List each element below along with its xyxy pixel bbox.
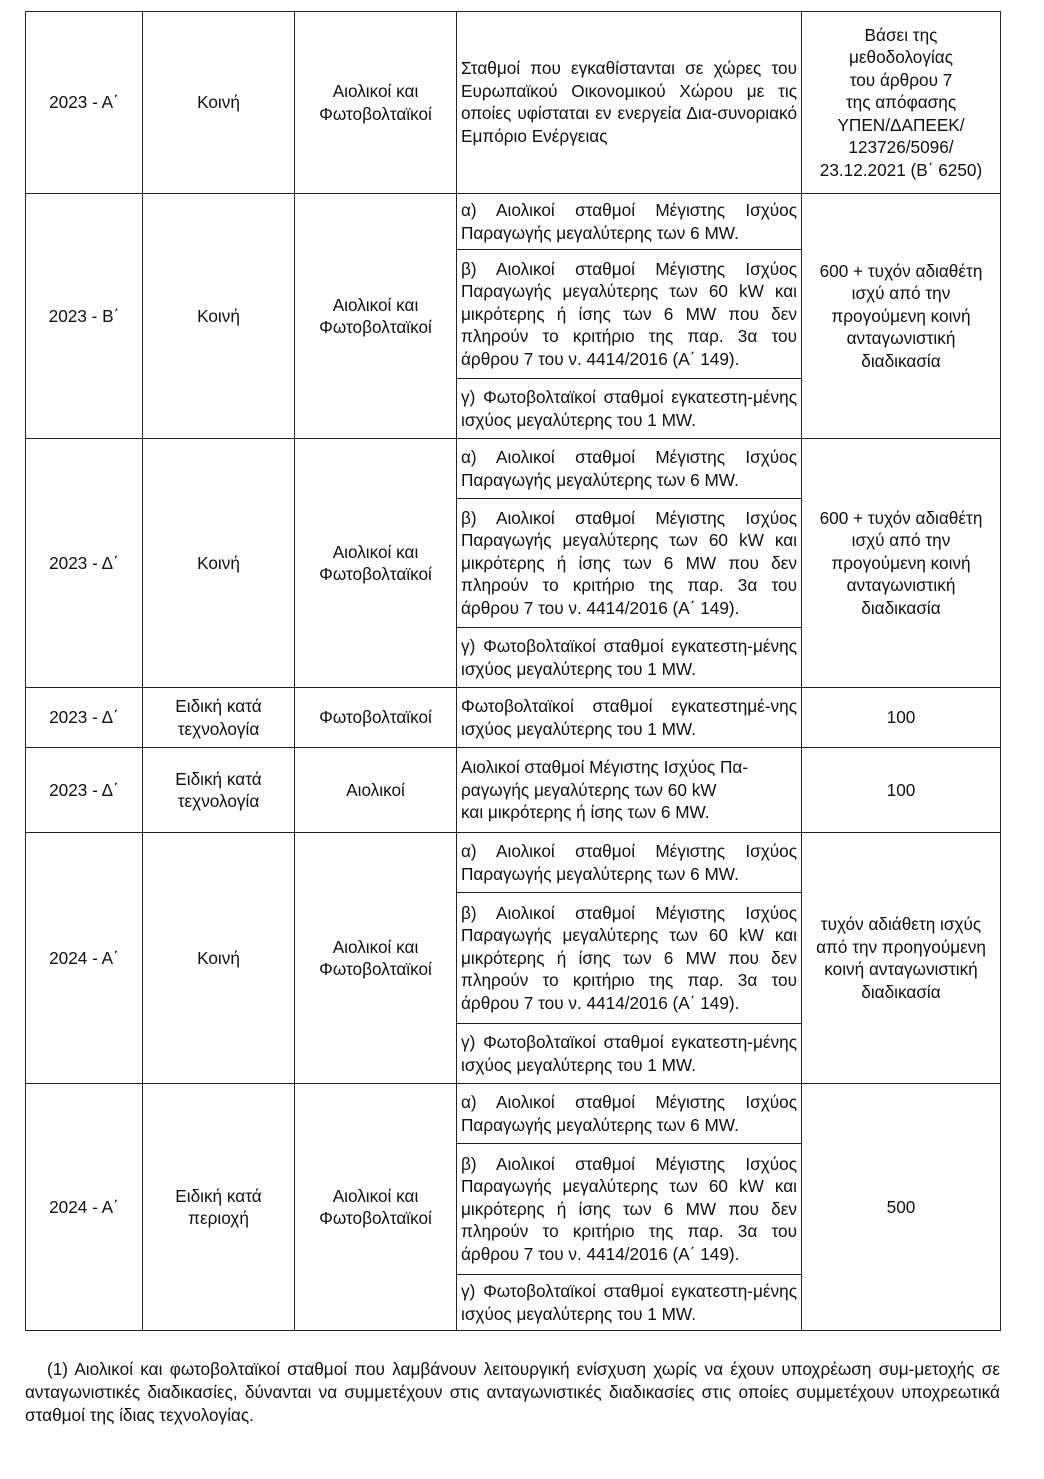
technology-cell: Αιολικοί και Φωτοβολταϊκοί bbox=[295, 833, 457, 1084]
procedure-cell: Κοινή bbox=[143, 12, 295, 194]
category-cell: α) Αιολικοί σταθμοί Μέγιστης Ισχύος Παραγωγής μεγαλύτερης των 6 MW. bbox=[457, 833, 802, 893]
capacity-cell: 500 bbox=[802, 1084, 1001, 1331]
category-cell: β) Αιολικοί σταθμοί Μέγιστης Ισχύος Παραγωγής μεγαλύτερης των 60 kW και μικρότερης ή ίσης των 6 MW που δεν πληρούν το κριτήριο της παρ. 3α του άρθρου 7 του ν. 4414/2016 (Α΄ 149). bbox=[457, 893, 802, 1024]
table-row bbox=[26, 688, 1001, 748]
procedure-cell: Ειδική κατά τεχνολογία bbox=[143, 748, 295, 833]
table-body bbox=[26, 12, 1001, 1331]
category-cell: β) Αιολικοί σταθμοί Μέγιστης Ισχύος Παραγωγής μεγαλύτερης των 60 kW και μικρότερης ή ίσης των 6 MW που δεν πληρούν το κριτήριο της παρ. 3α του άρθρου 7 του ν. 4414/2016 (Α΄ 149). bbox=[457, 499, 802, 628]
technology-cell: Αιολικοί και Φωτοβολταϊκοί bbox=[295, 1084, 457, 1331]
table-row bbox=[26, 194, 1001, 250]
table-row bbox=[26, 748, 1001, 833]
table-row bbox=[26, 12, 1001, 194]
procedure-cell: Κοινή bbox=[143, 439, 295, 688]
period-cell: 2024 - Α΄ bbox=[26, 833, 143, 1084]
capacity-cell: 100 bbox=[802, 688, 1001, 748]
capacity-cell: τυχόν αδιάθετη ισχύς από την προηγούμενη κοινή ανταγωνιστική διαδικασία bbox=[802, 833, 1001, 1084]
category-cell: γ) Φωτοβολταϊκοί σταθμοί εγκατεστη-μένης ισχύος μεγαλύτερης του 1 MW. bbox=[457, 1024, 802, 1084]
capacity-cell: 600 + τυχόν αδιαθέτη ισχύ από την προγούμενη κοινή ανταγωνιστική διαδικασία bbox=[802, 194, 1001, 439]
period-cell: 2023 - Δ΄ bbox=[26, 688, 143, 748]
period-cell: 2023 - Α΄ bbox=[26, 12, 143, 194]
table-row bbox=[26, 439, 1001, 499]
category-cell: α) Αιολικοί σταθμοί Μέγιστης Ισχύος Παραγωγής μεγαλύτερης των 6 MW. bbox=[457, 439, 802, 499]
capacity-cell: Βάσει της μεθοδολογίας του άρθρου 7 της απόφασης ΥΠΕΝ/ΔΑΠΕΕΚ/ 123726/5096/ 23.12.2021 (Β΄ 6250) bbox=[802, 12, 1001, 194]
period-cell: 2024 - Α΄ bbox=[26, 1084, 143, 1331]
capacity-cell: 100 bbox=[802, 748, 1001, 833]
auction-schedule-table bbox=[25, 11, 1001, 1331]
category-cell: β) Αιολικοί σταθμοί Μέγιστης Ισχύος Παραγωγής μεγαλύτερης των 60 kW και μικρότερης ή ίσης των 6 MW που δεν πληρούν το κριτήριο της παρ. 3α του άρθρου 7 του ν. 4414/2016 (Α΄ 149). bbox=[457, 250, 802, 379]
period-cell: 2023 - Δ΄ bbox=[26, 748, 143, 833]
technology-cell: Αιολικοί και Φωτοβολταϊκοί bbox=[295, 194, 457, 439]
capacity-cell: 600 + τυχόν αδιαθέτη ισχύ από την προγούμενη κοινή ανταγωνιστική διαδικασία bbox=[802, 439, 1001, 688]
category-cell: γ) Φωτοβολταϊκοί σταθμοί εγκατεστη-μένης ισχύος μεγαλύτερης του 1 MW. bbox=[457, 1275, 802, 1331]
technology-cell: Αιολικοί και Φωτοβολταϊκοί bbox=[295, 12, 457, 194]
technology-cell: Φωτοβολταϊκοί bbox=[295, 688, 457, 748]
category-cell: γ) Φωτοβολταϊκοί σταθμοί εγκατεστη-μένης ισχύος μεγαλύτερης του 1 MW. bbox=[457, 628, 802, 688]
category-cell: Αιολικοί σταθμοί Μέγιστης Ισχύος Πα-ραγωγής μεγαλύτερης των 60 kW και μικρότερης ή ίσης των 6 MW. bbox=[457, 748, 802, 833]
technology-cell: Αιολικοί και Φωτοβολταϊκοί bbox=[295, 439, 457, 688]
period-cell: 2023 - Β΄ bbox=[26, 194, 143, 439]
procedure-cell: Ειδική κατά τεχνολογία bbox=[143, 688, 295, 748]
procedure-cell: Κοινή bbox=[143, 194, 295, 439]
procedure-cell: Κοινή bbox=[143, 833, 295, 1084]
category-cell: β) Αιολικοί σταθμοί Μέγιστης Ισχύος Παραγωγής μεγαλύτερης των 60 kW και μικρότερης ή ίσης των 6 MW που δεν πληρούν το κριτήριο της παρ. 3α του άρθρου 7 του ν. 4414/2016 (Α΄ 149). bbox=[457, 1144, 802, 1275]
footnote-text: (1) Αιολικοί και φωτοβολταϊκοί σταθμοί που λαμβάνουν λειτουργική ενίσχυση χωρίς να έχουν υποχρέωση συμ-μετοχής σε ανταγωνιστικές διαδικασίες, δύνανται να συμμετέχουν στις ανταγωνιστικές διαδικασίες στις οποίες συμμετέχουν υποχρεωτικά σταθμοί της ίδιας τεχνολογίας. bbox=[25, 1359, 1000, 1425]
table-row bbox=[26, 833, 1001, 893]
procedure-cell: Ειδική κατά περιοχή bbox=[143, 1084, 295, 1331]
category-cell: γ) Φωτοβολταϊκοί σταθμοί εγκατεστη-μένης ισχύος μεγαλύτερης του 1 MW. bbox=[457, 379, 802, 439]
category-cell: α) Αιολικοί σταθμοί Μέγιστης Ισχύος Παραγωγής μεγαλύτερης των 6 MW. bbox=[457, 194, 802, 250]
category-cell: Φωτοβολταϊκοί σταθμοί εγκατεστημέ-νης ισχύος μεγαλύτερης του 1 MW. bbox=[457, 688, 802, 748]
footnote bbox=[25, 1358, 1000, 1427]
table-row bbox=[26, 1084, 1001, 1144]
period-cell: 2023 - Δ΄ bbox=[26, 439, 143, 688]
technology-cell: Αιολικοί bbox=[295, 748, 457, 833]
category-cell: α) Αιολικοί σταθμοί Μέγιστης Ισχύος Παραγωγής μεγαλύτερης των 6 MW. bbox=[457, 1084, 802, 1144]
category-cell: Σταθμοί που εγκαθίστανται σε χώρες του Ευρωπαϊκού Οικονομικού Χώρου με τις οποίες υφίσταται εν ενεργεία Δια-συνοριακό Εμπόριο Ενέργειας bbox=[457, 12, 802, 194]
